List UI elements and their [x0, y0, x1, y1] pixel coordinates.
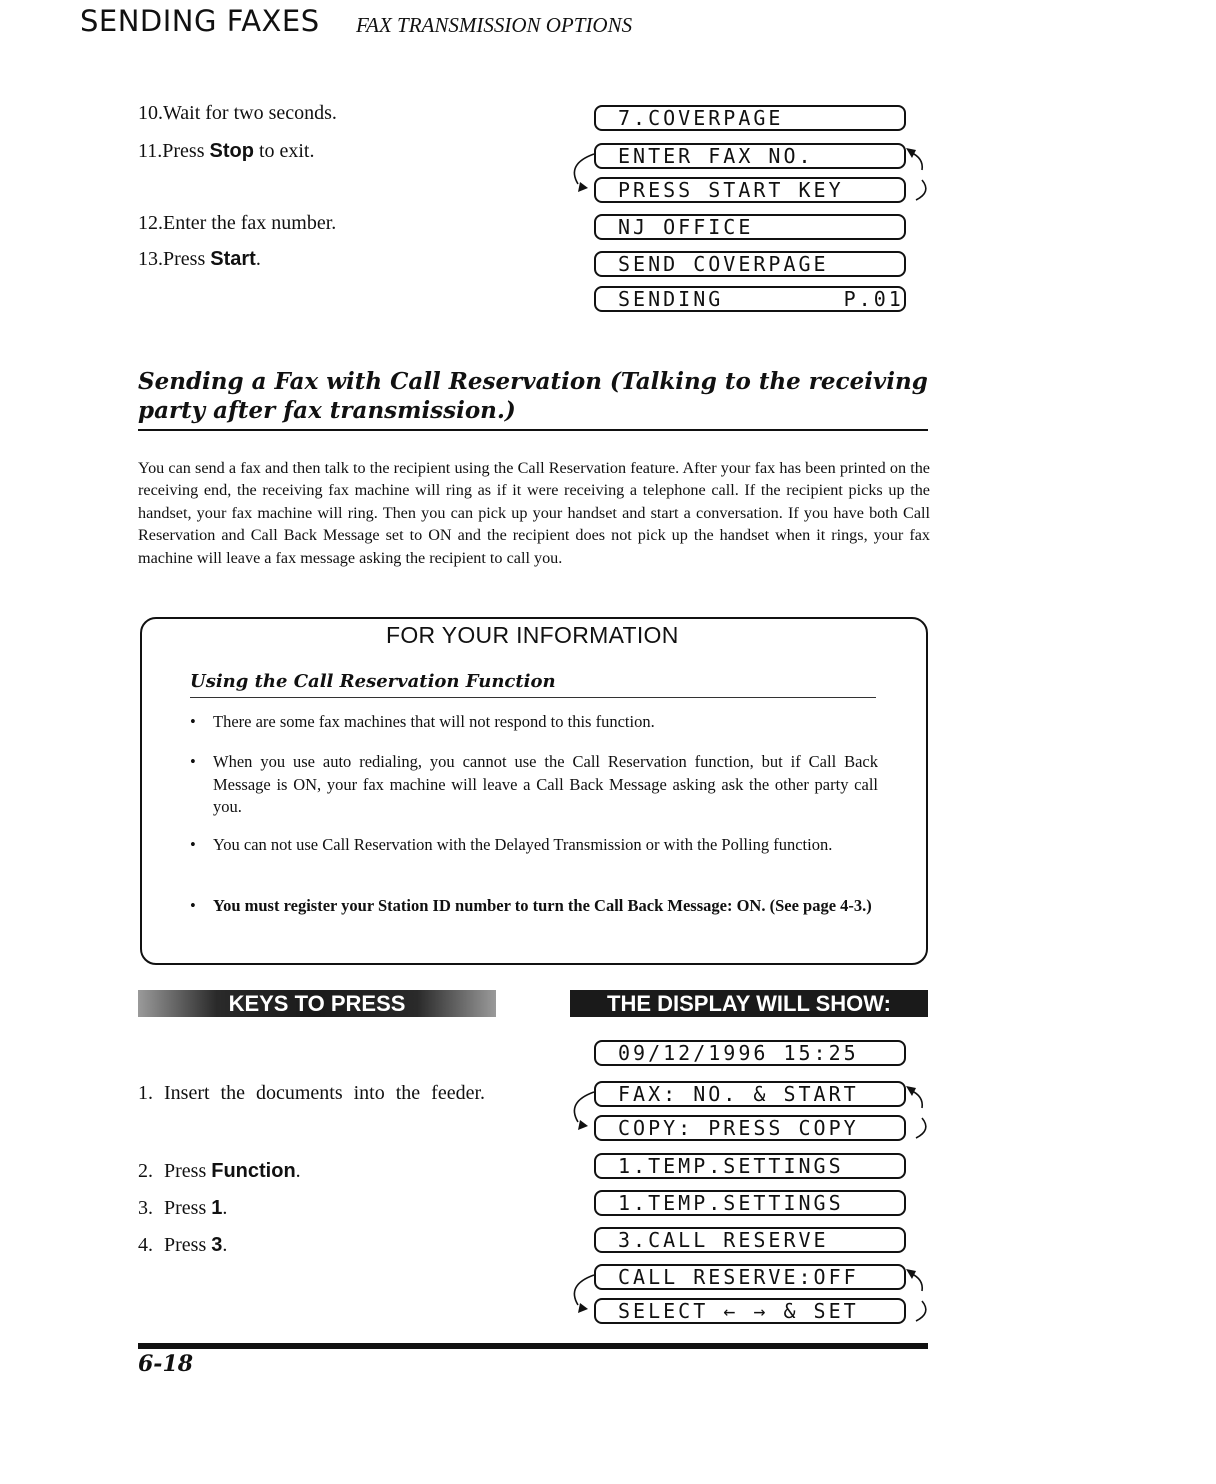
section-title-rule	[138, 429, 928, 431]
fyi-subtitle-rule	[190, 697, 876, 698]
step-text-end: .	[222, 1234, 228, 1256]
step-text: Press	[164, 1234, 212, 1256]
lcd-display: SENDING P.01	[594, 286, 906, 312]
step-12	[138, 211, 336, 235]
step-number: 12.	[138, 212, 163, 234]
step-13	[138, 247, 261, 271]
step-text: Press	[164, 1160, 212, 1182]
lcd-display: 1.TEMP.SETTINGS	[594, 1190, 906, 1216]
step-10	[138, 101, 337, 125]
fyi-bullet	[190, 751, 878, 819]
lcd-display: SELECT ← → & SET	[594, 1298, 906, 1324]
section-paragraph: You can send a fax and then talk to the recipient using the Call Reservation feature. After your fax has been printed on the receiving end, the receiving fax machine will ring as if it were receiving a telephone call. If the recipient picks up the handset, your fax machine will ring. Then you can pick up your handset and start a conversation. If you have both Call Reservation and Call Back Message set to ON and the recipient does not pick up the handset when it rings, your fax machine will leave a fax message asking the recipient to call you.	[138, 459, 930, 567]
lcd-display: FAX: NO. & START	[594, 1081, 906, 1107]
key-start: Start	[210, 248, 256, 270]
lcd-display: SEND COVERPAGE	[594, 251, 906, 277]
section-title: Sending a Fax with Call Reservation (Talking to the receiving party after fax transmission.)	[138, 368, 928, 424]
key-stop: Stop	[209, 140, 254, 162]
keys-to-press-header: KEYS TO PRESS	[138, 990, 496, 1017]
key-function: Function	[211, 1160, 296, 1182]
step-text: Press	[162, 140, 210, 162]
step-2	[138, 1159, 301, 1183]
bullet-icon: •	[190, 712, 196, 731]
page-header-subtitle: FAX TRANSMISSION OPTIONS	[356, 13, 633, 37]
alternating-display-arrows-icon	[560, 1078, 940, 1148]
lcd-display: ENTER FAX NO.	[594, 143, 906, 169]
step-1	[138, 1081, 498, 1105]
step-number: 10.	[138, 102, 163, 124]
fyi-bullet	[190, 711, 878, 734]
step-4	[138, 1233, 227, 1257]
step-text-end: .	[295, 1160, 301, 1182]
bullet-icon: •	[190, 896, 196, 915]
step-text-end: .	[222, 1197, 228, 1219]
step-number: 3.	[138, 1197, 153, 1219]
fyi-bullet	[190, 834, 878, 857]
alternating-display-arrows-icon	[560, 1261, 940, 1331]
lcd-display: 7.COVERPAGE	[594, 105, 906, 131]
fyi-bullet-text: You must register your Station ID number to turn the Call Back Message: ON. (See page 4-3.)	[213, 896, 872, 915]
page-header-title: SENDING FAXES	[80, 4, 320, 38]
step-number: 13.	[138, 248, 163, 270]
step-text: Insert the documents into the feeder.	[164, 1082, 486, 1104]
fyi-bullet	[190, 895, 878, 918]
step-text: Wait for two seconds.	[163, 102, 337, 124]
footer-rule	[138, 1343, 928, 1349]
fyi-bullet-text: You can not use Call Reservation with the Delayed Transmission or with the Polling function.	[213, 835, 833, 854]
lcd-display: 3.CALL RESERVE	[594, 1227, 906, 1253]
lcd-display: CALL RESERVE:OFF	[594, 1264, 906, 1290]
step-number: 1.	[138, 1082, 153, 1104]
step-text: Press	[163, 248, 211, 270]
page-number: 6-18	[138, 1351, 194, 1377]
step-text: Enter the fax number.	[163, 212, 337, 234]
fyi-bullet-text: There are some fax machines that will not respond to this function.	[213, 712, 655, 731]
fyi-title: FOR YOUR INFORMATION	[386, 622, 679, 648]
step-text: Press	[164, 1197, 212, 1219]
lcd-display: 09/12/1996 15:25	[594, 1040, 906, 1066]
step-text-end: .	[255, 248, 261, 270]
fyi-subtitle: Using the Call Reservation Function	[190, 671, 556, 692]
step-3	[138, 1196, 227, 1220]
step-number: 2.	[138, 1160, 153, 1182]
step-number: 11.	[138, 140, 163, 162]
key-3: 3	[211, 1234, 223, 1256]
bullet-icon: •	[190, 835, 196, 854]
alternating-display-arrows-icon	[560, 140, 940, 210]
bullet-icon: •	[190, 752, 196, 771]
step-number: 4.	[138, 1234, 153, 1256]
lcd-display: NJ OFFICE	[594, 214, 906, 240]
step-11	[138, 139, 314, 163]
lcd-display: 1.TEMP.SETTINGS	[594, 1153, 906, 1179]
key-1: 1	[211, 1197, 223, 1219]
step-text-end: to exit.	[253, 140, 315, 162]
lcd-display: PRESS START KEY	[594, 177, 906, 203]
display-will-show-header: THE DISPLAY WILL SHOW:	[570, 990, 928, 1017]
lcd-display: COPY: PRESS COPY	[594, 1115, 906, 1141]
fyi-bullet-text: When you use auto redialing, you cannot use the Call Reservation function, but if Call Back Message is ON, your fax machine will leave a Call Back Message asking ask the other party call you.	[213, 752, 878, 816]
